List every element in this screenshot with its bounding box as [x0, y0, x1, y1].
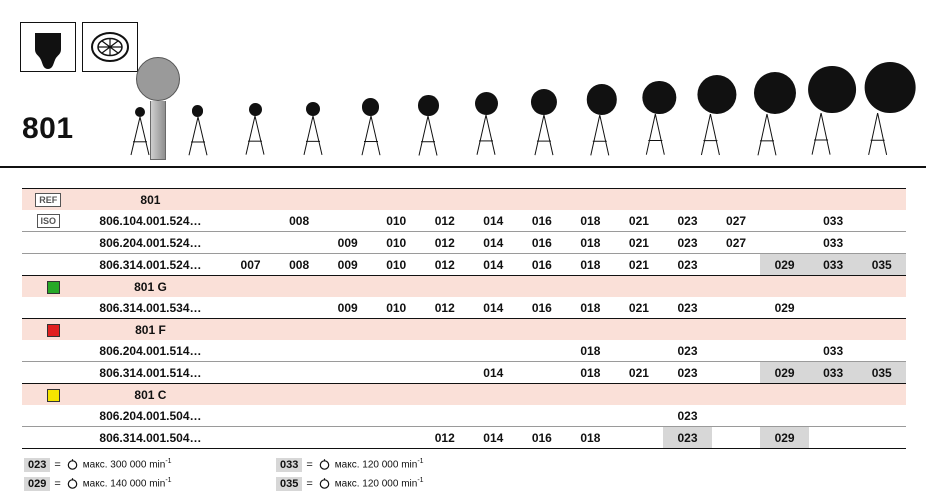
size-cell: 018	[566, 232, 615, 254]
table-cell-empty	[22, 362, 75, 384]
table-cell-empty	[226, 362, 275, 384]
bur-illustration	[415, 95, 441, 160]
size-cell: 010	[372, 297, 421, 319]
table-cell-empty	[857, 189, 906, 211]
iso-code: 806.104.001.524…	[75, 210, 227, 232]
bur-illustration	[300, 102, 326, 160]
table-cell-empty	[372, 189, 421, 211]
legend-item	[24, 477, 276, 491]
size-cell: 018	[566, 254, 615, 276]
legend-equals: =	[54, 458, 61, 471]
table-cell-empty	[615, 319, 664, 341]
table-cell-empty	[615, 189, 664, 211]
header-section	[0, 0, 926, 168]
table-cell-empty	[323, 210, 372, 232]
size-cell: 010	[372, 232, 421, 254]
size-cell: 012	[420, 297, 469, 319]
table-row	[22, 362, 906, 384]
table-cell-empty	[857, 276, 906, 298]
size-cell: 023	[663, 405, 712, 427]
size-cell: 014	[469, 427, 518, 449]
table-cell-empty	[857, 232, 906, 254]
legend-code: 023	[24, 458, 50, 472]
table-cell-empty	[857, 210, 906, 232]
table-cell-empty	[857, 405, 906, 427]
size-cell: 012	[420, 210, 469, 232]
legend-equals: =	[54, 477, 61, 490]
size-cell: 018	[566, 210, 615, 232]
table-row	[22, 254, 906, 276]
grade-label: 801 G	[75, 276, 227, 298]
size-cell: 008	[275, 210, 324, 232]
table-cell-empty	[275, 405, 324, 427]
iso-code: 806.204.001.504…	[75, 405, 227, 427]
size-cell: 018	[566, 340, 615, 362]
grade-label: 801 C	[75, 384, 227, 406]
table-cell-empty	[712, 254, 761, 276]
size-cell: 021	[615, 362, 664, 384]
table-cell-empty	[566, 405, 615, 427]
bur-illustration	[242, 103, 268, 160]
table-cell-empty	[809, 319, 858, 341]
legend-text: макс. 140 000 $\min^{-1}$	[82, 477, 172, 490]
size-cell: 023	[663, 427, 712, 449]
bur-illustration	[185, 105, 211, 160]
size-cell: 014	[469, 297, 518, 319]
table-cell-empty	[372, 427, 421, 449]
table-cell-empty	[518, 405, 567, 427]
table-cell-empty	[566, 189, 615, 211]
size-cell: 009	[323, 254, 372, 276]
size-cell: 023	[663, 254, 712, 276]
table-cell-empty	[615, 405, 664, 427]
table-cell-empty	[469, 276, 518, 298]
size-cell: 018	[566, 297, 615, 319]
size-cell: 021	[615, 297, 664, 319]
legend-code: 035	[276, 477, 302, 491]
header-divider	[0, 166, 926, 168]
table-cell-empty	[22, 340, 75, 362]
size-cell: 023	[663, 297, 712, 319]
table-row	[22, 427, 906, 449]
table-cell-empty	[518, 276, 567, 298]
sizes-table-wrap	[22, 188, 906, 449]
table-cell-empty	[420, 340, 469, 362]
table-cell-empty	[809, 189, 858, 211]
table-cell-empty	[275, 384, 324, 406]
table-cell-empty	[760, 384, 809, 406]
table-cell-empty	[226, 405, 275, 427]
table-cell-empty	[372, 362, 421, 384]
size-cell: 016	[518, 254, 567, 276]
iso-code: 806.314.001.514…	[75, 362, 227, 384]
table-cell-empty	[275, 340, 324, 362]
bur-illustration	[586, 84, 616, 160]
size-cell: 016	[518, 427, 567, 449]
table-cell-empty	[712, 340, 761, 362]
table-cell-empty	[615, 276, 664, 298]
table-cell-empty	[809, 405, 858, 427]
table-cell-empty	[566, 319, 615, 341]
table-cell-empty	[760, 210, 809, 232]
table-cell-empty	[566, 276, 615, 298]
size-cell: 016	[518, 297, 567, 319]
size-cell: 009	[323, 297, 372, 319]
table-cell-empty	[518, 189, 567, 211]
table-cell-empty	[809, 297, 858, 319]
grade-chip	[22, 319, 75, 341]
table-cell-empty	[323, 405, 372, 427]
size-cell: 027	[712, 210, 761, 232]
legend-code: 033	[276, 458, 302, 472]
table-cell-empty	[275, 319, 324, 341]
legend-row	[24, 474, 624, 493]
iso-code: 806.204.001.524…	[75, 232, 227, 254]
size-cell: 007	[226, 254, 275, 276]
table-cell-empty	[226, 384, 275, 406]
table-cell-empty	[518, 340, 567, 362]
table-cell-empty	[857, 340, 906, 362]
table-cell-empty	[323, 340, 372, 362]
size-cell: 029	[760, 427, 809, 449]
size-cell: 009	[323, 232, 372, 254]
bur-illustration	[754, 72, 796, 160]
bur-illustration-row	[130, 30, 910, 160]
size-cell: 033	[809, 254, 858, 276]
table-cell-empty	[226, 427, 275, 449]
table-row	[22, 297, 906, 319]
table-cell-empty	[760, 319, 809, 341]
table-cell-empty	[663, 276, 712, 298]
rpm-icon	[66, 477, 79, 490]
size-cell: 029	[760, 362, 809, 384]
table-cell-empty	[469, 189, 518, 211]
size-cell: 035	[857, 254, 906, 276]
table-cell-empty	[518, 362, 567, 384]
bur-illustration	[865, 62, 916, 160]
table-cell-empty	[518, 384, 567, 406]
size-cell: 012	[420, 232, 469, 254]
size-cell: 029	[760, 297, 809, 319]
table-cell-empty	[372, 319, 421, 341]
table-cell-empty	[760, 340, 809, 362]
size-cell: 014	[469, 210, 518, 232]
table-cell-empty	[323, 319, 372, 341]
table-cell-empty	[518, 319, 567, 341]
bur-illustration	[473, 92, 499, 160]
size-cell: 008	[275, 254, 324, 276]
table-cell-empty	[226, 276, 275, 298]
size-cell: 012	[420, 427, 469, 449]
table-cell-empty	[275, 276, 324, 298]
bur-illustration	[531, 89, 557, 160]
grade-label: 801 F	[75, 319, 227, 341]
grade-row	[22, 276, 906, 298]
size-cell: 016	[518, 232, 567, 254]
table-cell-empty	[323, 427, 372, 449]
table-cell-empty	[420, 276, 469, 298]
table-cell-empty	[809, 427, 858, 449]
table-cell-empty	[22, 232, 75, 254]
table-cell-empty	[372, 340, 421, 362]
grade-chip	[22, 276, 75, 298]
table-cell-empty	[323, 189, 372, 211]
table-cell-empty	[857, 384, 906, 406]
table-cell-empty	[420, 405, 469, 427]
bur-illustration	[358, 98, 384, 160]
table-cell-empty	[712, 319, 761, 341]
legend-text: макс. 120 000 $\min^{-1}$	[334, 477, 424, 490]
table-cell-empty	[566, 384, 615, 406]
legend-item	[276, 458, 528, 472]
iso-tag: ISO	[22, 210, 75, 232]
table-cell-empty	[323, 384, 372, 406]
rpm-icon	[318, 458, 331, 471]
legend-equals: =	[306, 458, 313, 471]
size-cell: 023	[663, 210, 712, 232]
grade-chip	[22, 384, 75, 406]
table-cell-empty	[226, 189, 275, 211]
size-cell: 035	[857, 362, 906, 384]
rpm-icon	[318, 477, 331, 490]
table-cell-empty	[275, 189, 324, 211]
table-cell-empty	[22, 297, 75, 319]
table-cell-empty	[323, 362, 372, 384]
grade-row	[22, 319, 906, 341]
size-cell: 027	[712, 232, 761, 254]
table-cell-empty	[857, 427, 906, 449]
table-cell-empty	[22, 405, 75, 427]
size-cell: 018	[566, 427, 615, 449]
table-cell-empty	[372, 276, 421, 298]
bur-illustration-large	[136, 57, 180, 160]
sizes-table	[22, 188, 906, 449]
rpm-icon	[66, 458, 79, 471]
table-cell-empty	[663, 319, 712, 341]
legend-item	[24, 458, 276, 472]
table-cell-empty	[275, 362, 324, 384]
size-cell: 029	[760, 254, 809, 276]
table-row	[22, 340, 906, 362]
iso-code: 806.314.001.504…	[75, 427, 227, 449]
table-cell-empty	[226, 210, 275, 232]
size-cell: 014	[469, 232, 518, 254]
table-cell-empty	[857, 297, 906, 319]
table-cell-empty	[469, 340, 518, 362]
bur-illustration	[697, 75, 736, 160]
table-cell-empty	[760, 276, 809, 298]
size-cell: 018	[566, 362, 615, 384]
size-cell: 021	[615, 232, 664, 254]
table-cell-empty	[712, 362, 761, 384]
tooth-shape-icon	[20, 22, 76, 72]
size-cell: 033	[809, 340, 858, 362]
table-cell-empty	[615, 340, 664, 362]
size-cell: 016	[518, 210, 567, 232]
table-cell-empty	[226, 297, 275, 319]
table-cell-empty	[372, 405, 421, 427]
table-cell-empty	[809, 276, 858, 298]
ref-tag: REF	[22, 189, 75, 211]
table-cell-empty	[857, 319, 906, 341]
size-cell: 010	[372, 254, 421, 276]
size-cell: 023	[663, 340, 712, 362]
table-cell-empty	[22, 427, 75, 449]
table-cell-empty	[226, 319, 275, 341]
ref-value: 801	[75, 189, 227, 211]
table-cell-empty	[372, 384, 421, 406]
table-cell-empty	[809, 384, 858, 406]
legend-equals: =	[306, 477, 313, 490]
iso-code: 806.314.001.534…	[75, 297, 227, 319]
table-row	[22, 232, 906, 254]
table-cell-empty	[469, 405, 518, 427]
table-cell-empty	[22, 254, 75, 276]
table-cell-empty	[469, 384, 518, 406]
size-cell: 021	[615, 210, 664, 232]
table-cell-empty	[226, 232, 275, 254]
size-cell: 014	[469, 362, 518, 384]
legend-row	[24, 455, 624, 474]
table-cell-empty	[760, 232, 809, 254]
legend-code: 029	[24, 477, 50, 491]
table-cell-empty	[615, 384, 664, 406]
table-cell-empty	[420, 362, 469, 384]
size-cell: 012	[420, 254, 469, 276]
size-cell: 010	[372, 210, 421, 232]
bur-illustration	[643, 81, 676, 160]
table-cell-empty	[712, 276, 761, 298]
table-cell-empty	[712, 405, 761, 427]
page-title: 801	[22, 112, 74, 145]
table-cell-empty	[469, 319, 518, 341]
table-cell-empty	[420, 384, 469, 406]
size-cell: 023	[663, 362, 712, 384]
table-cell-empty	[760, 405, 809, 427]
legend-block	[24, 455, 624, 493]
ref-row	[22, 189, 906, 211]
table-cell-empty	[275, 427, 324, 449]
size-cell: 033	[809, 210, 858, 232]
legend-item	[276, 477, 528, 491]
table-cell-empty	[420, 319, 469, 341]
table-cell-empty	[663, 189, 712, 211]
table-cell-empty	[615, 427, 664, 449]
table-row	[22, 405, 906, 427]
table-cell-empty	[275, 232, 324, 254]
table-cell-empty	[275, 297, 324, 319]
size-cell: 033	[809, 232, 858, 254]
table-cell-empty	[226, 340, 275, 362]
table-cell-empty	[663, 384, 712, 406]
size-cell: 021	[615, 254, 664, 276]
size-cell: 014	[469, 254, 518, 276]
table-cell-empty	[760, 189, 809, 211]
table-cell-empty	[323, 276, 372, 298]
table-cell-empty	[712, 297, 761, 319]
iso-code: 806.204.001.514…	[75, 340, 227, 362]
table-cell-empty	[420, 189, 469, 211]
table-cell-empty	[712, 189, 761, 211]
table-cell-empty	[712, 427, 761, 449]
grade-row	[22, 384, 906, 406]
table-row	[22, 210, 906, 232]
iso-code: 806.314.001.524…	[75, 254, 227, 276]
size-cell: 023	[663, 232, 712, 254]
legend-text: макс. 300 000 $\min^{-1}$	[82, 458, 172, 471]
table-cell-empty	[712, 384, 761, 406]
size-cell: 033	[809, 362, 858, 384]
legend-text: макс. 120 000 $\min^{-1}$	[334, 458, 424, 471]
bur-illustration	[808, 66, 856, 160]
